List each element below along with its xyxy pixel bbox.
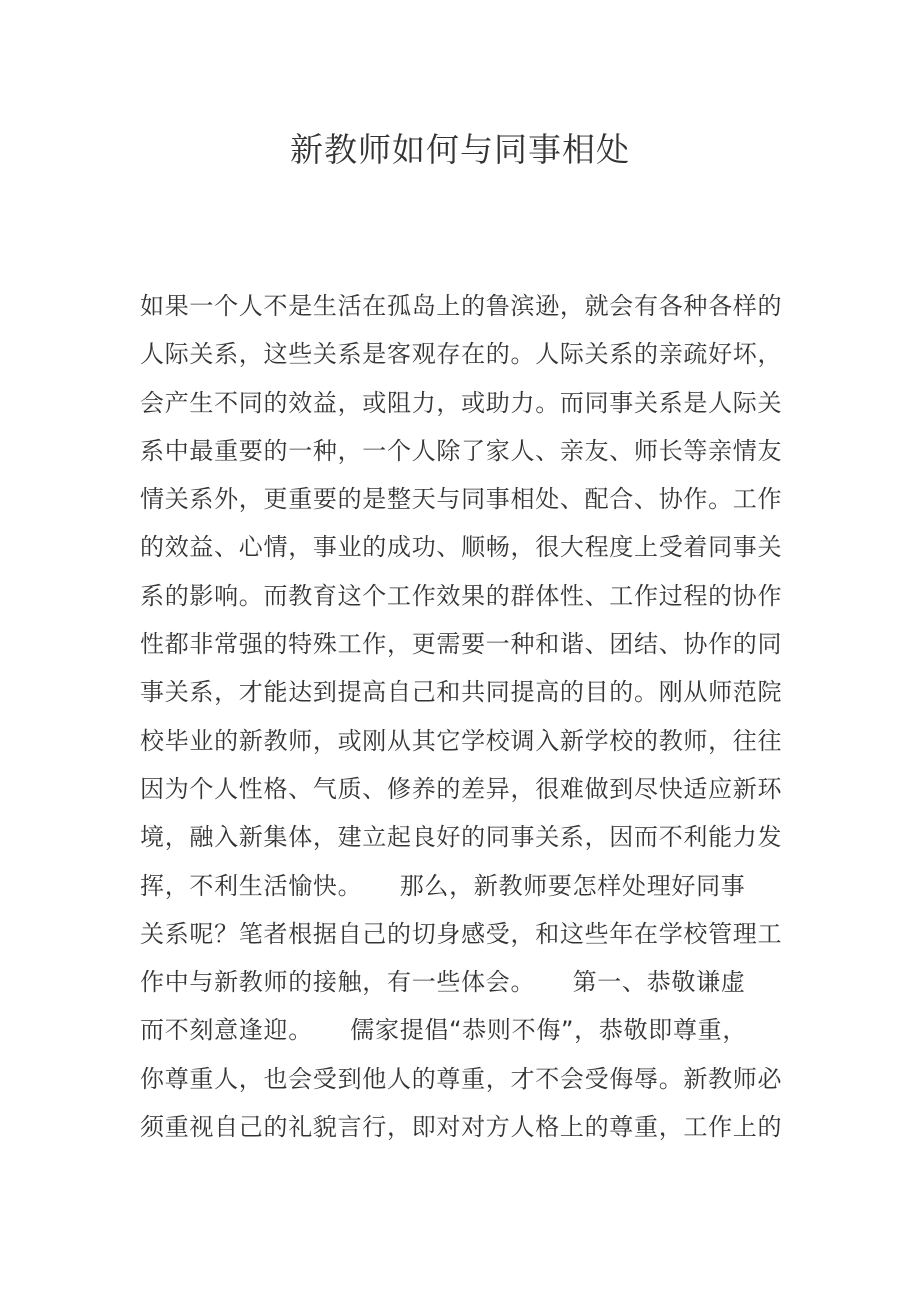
text-line: 须重视自己的礼貌言行，即对对方人格上的尊重，工作上的 bbox=[140, 1113, 783, 1142]
text-line: 因为个人性格、气质、修养的差异，很难做到尽快适应新环 bbox=[140, 774, 783, 803]
text-line: 校毕业的新教师，或刚从其它学校调入新学校的教师，往往 bbox=[140, 726, 783, 755]
text-line: 性都非常强的特殊工作，更需要一种和谐、团结、协作的同 bbox=[140, 630, 783, 659]
text-line: 关系呢？笔者根据自己的切身感受，和这些年在学校管理工 bbox=[140, 919, 783, 948]
text-line: 作中与新教师的接触，有一些体会。 第一、恭敬谦虚 bbox=[140, 968, 746, 997]
text-line: 情关系外，更重要的是整天与同事相处、配合、协作。工作 bbox=[140, 485, 783, 514]
text-line: 系的影响。而教育这个工作效果的群体性、工作过程的协作 bbox=[140, 581, 783, 610]
text-line: 境，融入新集体，建立起良好的同事关系，因而不利能力发 bbox=[140, 823, 783, 852]
text-line: 的效益、心情，事业的成功、顺畅，很大程度上受着同事关 bbox=[140, 533, 783, 562]
text-line: 而不刻意逢迎。 儒家提倡“恭则不侮”，恭敬即尊重， bbox=[140, 1016, 748, 1045]
document-body bbox=[140, 282, 800, 1151]
document-title: 新教师如何与同事相处 bbox=[290, 130, 630, 169]
text-line: 系中最重要的一种，一个人除了家人、亲友、师长等亲情友 bbox=[140, 436, 783, 465]
text-line: 人际关系，这些关系是客观存在的。人际关系的亲疏好坏， bbox=[140, 340, 783, 369]
text-line: 你尊重人，也会受到他人的尊重，才不会受侮辱。新教师必 bbox=[140, 1064, 783, 1093]
text-line: 挥，不利生活愉快。 那么，新教师要怎样处理好同事 bbox=[140, 871, 746, 900]
text-line: 会产生不同的效益，或阻力，或助力。而同事关系是人际关 bbox=[140, 388, 783, 417]
text-line: 如果一个人不是生活在孤岛上的鲁滨逊，就会有各种各样的 bbox=[140, 292, 783, 320]
text-line: 事关系，才能达到提高自己和共同提高的目的。刚从师范院 bbox=[140, 678, 783, 707]
